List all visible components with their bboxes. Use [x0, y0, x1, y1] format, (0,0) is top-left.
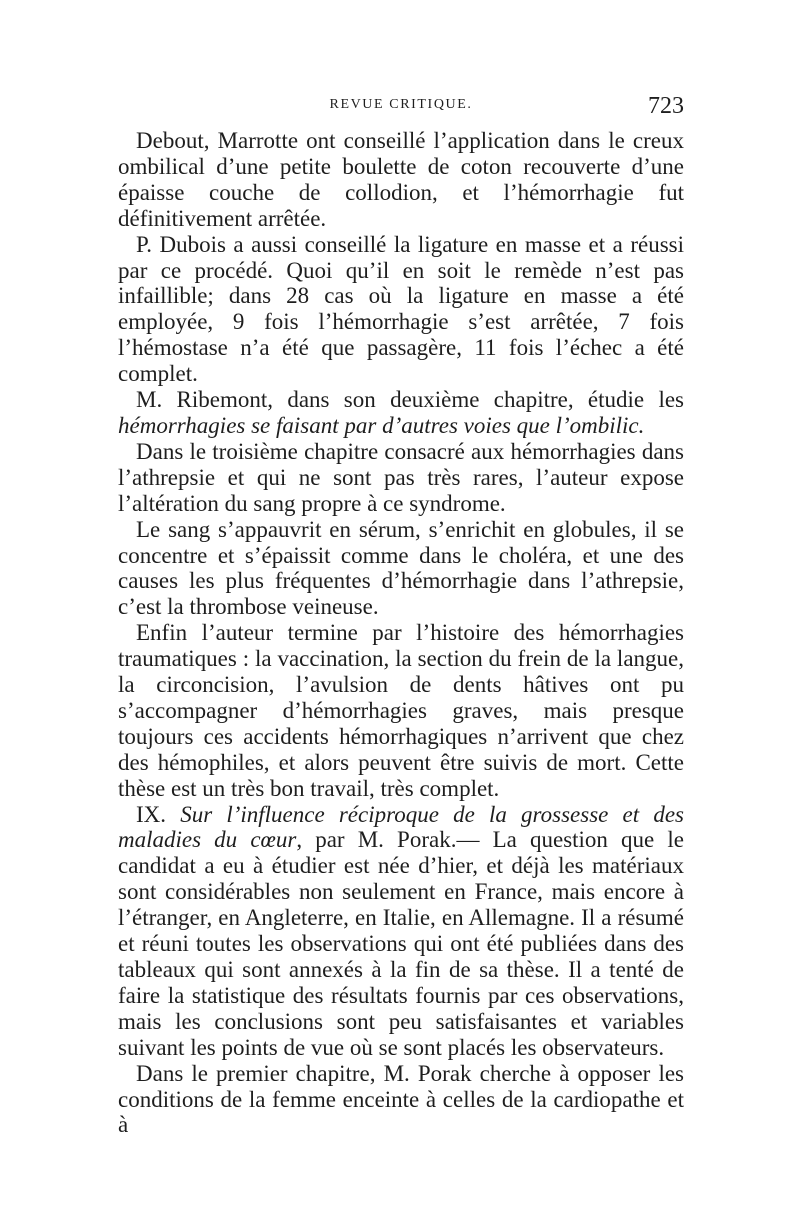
paragraph-ligature-statistics: [118, 232, 684, 387]
paragraph-hemorrhage-arrest: [118, 128, 684, 232]
paragraph-ribemont-chapter-two: [118, 387, 684, 439]
body-text: [118, 128, 684, 1138]
paragraph-athrepsie: [118, 439, 684, 517]
text-segment: M. Ribemont, dans son deuxième chapitre, étudie les: [136, 387, 684, 413]
text-segment: Debout, Marrotte ont conseillé l’application dans le creux ombilical d’une petite boulette de coton recouverte d’une épaisse couche de collodion, et l’hémorrhagie fut définitivement arrêtée.: [118, 128, 684, 231]
running-title: REVUE CRITIQUE.: [329, 97, 473, 112]
text-segment: , par M. Porak.— La question que le candidat a eu à étudier est née d’hier, et déjà les matériaux sont considérables non seulement en France, mais encore à l’étranger, en Angleterre, en Italie, en Allemagne. Il a résumé et réuni toutes les observations qui ont été publiées dans des tableaux qui sont annexés à la fin de sa thèse. Il a tenté de faire la statistique des résultats fournis par ces observations, mais les conclusions sont peu satisfaisantes et variables suivant les points de vue où se sont placés les observateurs.: [118, 827, 684, 1060]
page-number: 723: [648, 93, 684, 119]
text-segment: P. Dubois a aussi conseillé la ligature en masse et a réussi par ce procédé. Quoi qu’il en soit le remède n’est pas infaillible; dans 28 cas où la ligature en masse a été employée, 9 fois l’hémorrhagie s’est arrêtée, 7 fois l’hémostase n’a été que passagère, 11 fois l’échec a été complet.: [118, 231, 684, 387]
text-segment: Enfin l’auteur termine par l’histoire des hémorrhagies traumatiques : la vaccination, la section du frein de la langue, la circoncision, l’avulsion de dents hâtives ont pu s’accompagner d’hémorrhagies graves, mais presque toujours ces accidents hémorrhagiques n’arrivent que chez des hémophiles, et alors peuvent être suivis de mort. Cette thèse est un très bon travail, très complet.: [118, 620, 684, 801]
paragraph-traumatic-hemorrhages: [118, 620, 684, 801]
paragraph-section-ix-porak: [118, 802, 684, 1061]
running-head: [118, 93, 684, 123]
text-segment: Dans le troisième chapitre consacré aux hémorrhagies dans l’athrepsie et qui ne sont pas très rares, l’auteur expose l’altération du sang propre à ce syndrome.: [118, 438, 684, 516]
text-segment: Dans le premier chapitre, M. Porak cherche à opposer les conditions de la femme enceinte à celles de la cardiopathe et à: [118, 1060, 684, 1138]
paragraph-blood-alteration: [118, 517, 684, 621]
paragraph-first-chapter: [118, 1061, 684, 1139]
thesis-title: Sur l’influence réciproque de la grossesse et des maladies du cœur: [118, 801, 684, 853]
italic-phrase: hémorrhagies se faisant par d’autres voies que l’ombilic.: [118, 412, 645, 438]
section-number: IX.: [136, 801, 181, 827]
text-segment: Le sang s’appauvrit en sérum, s’enrichit en globules, il se concentre et s’épaissit comme dans le choléra, et une des causes les plus fréquentes d’hémorrhagie dans l’athrepsie, c’est la thrombose veineuse.: [118, 516, 684, 620]
